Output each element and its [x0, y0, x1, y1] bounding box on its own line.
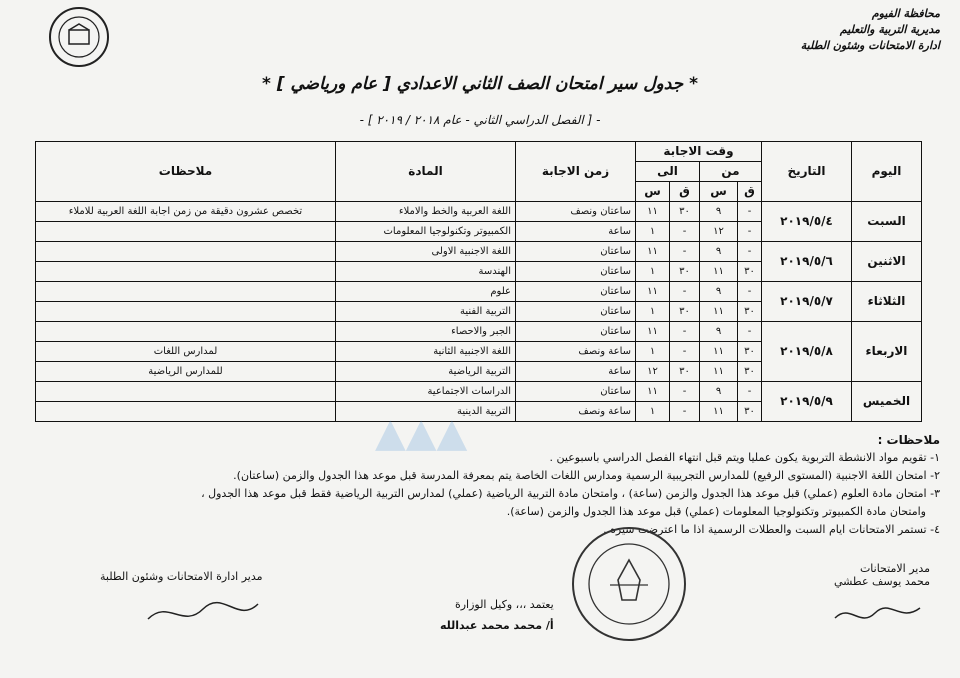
table-row: [36, 282, 922, 302]
to-h-cell: ١١: [636, 382, 670, 402]
table-row: [36, 242, 922, 262]
official-stamp: [570, 525, 688, 643]
notes-section: [20, 431, 940, 539]
header-day: اليوم: [852, 142, 922, 202]
note-item: ٢- امتحان اللغة الاجنبية (المستوى الرفيع) للمدارس التجريبية الرسمية ومدارس اللغات الخاصة يتم بمعرفة المدرسة قبل موعد هذا الجدول والزمن (ساعتان).: [233, 469, 940, 482]
duration-cell: ساعة ونصف: [516, 342, 636, 362]
to-h-cell: ١١: [636, 202, 670, 222]
to-m-cell: -: [670, 382, 700, 402]
watermark-logo: ▲▲▲: [375, 410, 468, 456]
note-cell: للمدارس الرياضية: [36, 362, 336, 382]
to-h-cell: ١٢: [636, 362, 670, 382]
subject-cell: الهندسة: [336, 262, 516, 282]
day-cell: الاربعاء: [852, 322, 922, 382]
subject-cell: التربية الفنية: [336, 302, 516, 322]
signature-center-label: يعتمد ،،، وكيل الوزارة: [454, 598, 554, 611]
directorate-label: مديرية التربية والتعليم: [839, 23, 940, 36]
date-cell: ٢٠١٩/٥/٨: [762, 322, 852, 382]
note-cell: [36, 282, 336, 302]
to-h-cell: ١١: [636, 242, 670, 262]
directorate-logo: [48, 6, 110, 68]
to-m-cell: ٣٠: [670, 262, 700, 282]
exam-schedule-table: [35, 141, 921, 422]
from-m-cell: -: [738, 242, 762, 262]
from-h-cell: ٩: [700, 202, 738, 222]
duration-cell: ساعتان: [516, 302, 636, 322]
signature-left: [100, 570, 263, 639]
to-h-cell: ١: [636, 302, 670, 322]
duration-cell: ساعتان: [516, 382, 636, 402]
department-label: ادارة الامتحانات وشئون الطلبة: [800, 39, 940, 52]
table-row: [36, 322, 922, 342]
signature-right-name: محمد يوسف عطشي: [833, 575, 930, 588]
page-subtitle: - [ الفصل الدراسي الثاني - عام ٢٠١٨ / ٢٠١٩ ] -: [359, 113, 601, 127]
from-h-cell: ١١: [700, 262, 738, 282]
header-date: التاريخ: [762, 142, 852, 202]
from-h-cell: ١١: [700, 342, 738, 362]
from-h-cell: ١١: [700, 402, 738, 422]
to-m-cell: -: [670, 322, 700, 342]
subject-cell: اللغة العربية والخط والاملاء: [336, 202, 516, 222]
from-m-cell: ٣٠: [738, 342, 762, 362]
note-item: ٣- امتحان مادة العلوم (عملي) قبل موعد هذا الجدول والزمن (ساعة) ، وامتحان مادة التربية الرياضية (عملي) لمدارس التربية الرياضية فقط قبل موعد هذا الجدول ،: [201, 487, 940, 500]
day-cell: الاثنين: [852, 242, 922, 282]
note-cell: تخصص عشرون دقيقة من زمن اجابة اللغة العربية للاملاء: [36, 202, 336, 222]
from-h-cell: ١٢: [700, 222, 738, 242]
duration-cell: ساعة ونصف: [516, 402, 636, 422]
table-row: [36, 382, 922, 402]
duration-cell: ساعتان: [516, 262, 636, 282]
to-h-cell: ١: [636, 222, 670, 242]
date-cell: ٢٠١٩/٥/٧: [762, 282, 852, 322]
header-block: [801, 6, 940, 54]
to-m-cell: -: [670, 222, 700, 242]
header-to-minute: ق: [670, 182, 700, 202]
header-answer-time: وقت الاجابة: [636, 142, 762, 162]
date-cell: ٢٠١٩/٥/٦: [762, 242, 852, 282]
from-m-cell: -: [738, 382, 762, 402]
note-cell: [36, 222, 336, 242]
subject-cell: الدراسات الاجتماعية: [336, 382, 516, 402]
header-notes: ملاحظات: [36, 142, 336, 202]
note-item: ١- تقويم مواد الانشطة التربوية يكون عمليا ويتم قبل انتهاء الفصل الدراسي باسبوعين .: [549, 451, 940, 464]
day-cell: الثلاثاء: [852, 282, 922, 322]
to-h-cell: ١: [636, 342, 670, 362]
from-m-cell: ٣٠: [738, 402, 762, 422]
note-cell: [36, 382, 336, 402]
header-duration: زمن الاجابة: [516, 142, 636, 202]
to-h-cell: ١١: [636, 282, 670, 302]
header-to: الى: [636, 162, 700, 182]
page-title: * جدول سير امتحان الصف الثاني الاعدادي [ عام ورياضي ] *: [262, 74, 698, 94]
to-m-cell: -: [670, 282, 700, 302]
to-m-cell: -: [670, 342, 700, 362]
signature-right: [830, 562, 930, 634]
duration-cell: ساعتان: [516, 282, 636, 302]
duration-cell: ساعة: [516, 222, 636, 242]
from-m-cell: -: [738, 202, 762, 222]
header-from-hour: س: [700, 182, 738, 202]
from-h-cell: ٩: [700, 382, 738, 402]
date-cell: ٢٠١٩/٥/٤: [762, 202, 852, 242]
to-m-cell: ٣٠: [670, 302, 700, 322]
note-cell: [36, 302, 336, 322]
header-to-hour: س: [636, 182, 670, 202]
duration-cell: ساعتان ونصف: [516, 202, 636, 222]
from-m-cell: -: [738, 282, 762, 302]
note-cell: [36, 242, 336, 262]
from-h-cell: ١١: [700, 302, 738, 322]
handwritten-signature-icon: [143, 589, 263, 639]
governorate-label: محافظة الفيوم: [871, 7, 940, 20]
from-h-cell: ١١: [700, 362, 738, 382]
header-from: من: [700, 162, 762, 182]
from-m-cell: ٣٠: [738, 362, 762, 382]
from-h-cell: ٩: [700, 282, 738, 302]
note-cell: [36, 402, 336, 422]
to-h-cell: ١: [636, 402, 670, 422]
to-m-cell: ٣٠: [670, 202, 700, 222]
day-cell: السبت: [852, 202, 922, 242]
day-cell: الخميس: [852, 382, 922, 422]
duration-cell: ساعة: [516, 362, 636, 382]
from-m-cell: -: [738, 222, 762, 242]
to-m-cell: -: [670, 402, 700, 422]
header-subject: المادة: [336, 142, 516, 202]
from-h-cell: ٩: [700, 322, 738, 342]
subject-cell: علوم: [336, 282, 516, 302]
subject-cell: الجبر والاحصاء: [336, 322, 516, 342]
notes-heading: ملاحظات :: [877, 433, 940, 447]
subject-cell: اللغة الاجنبية الاولى: [336, 242, 516, 262]
to-m-cell: ٣٠: [670, 362, 700, 382]
note-item: وامتحان مادة الكمبيوتر وتكنولوجيا المعلومات (عملي) قبل موعد هذا الجدول والزمن (ساعة).: [506, 505, 926, 518]
to-h-cell: ١: [636, 262, 670, 282]
signature-left-title: مدير ادارة الامتحانات وشئون الطلبة: [100, 570, 263, 583]
subject-cell: التربية الرياضية: [336, 362, 516, 382]
signature-center: [440, 598, 554, 632]
from-h-cell: ٩: [700, 242, 738, 262]
from-m-cell: ٣٠: [738, 262, 762, 282]
note-cell: لمدارس اللغات: [36, 342, 336, 362]
from-m-cell: ٣٠: [738, 302, 762, 322]
to-m-cell: -: [670, 242, 700, 262]
to-h-cell: ١١: [636, 322, 670, 342]
subject-cell: اللغة الاجنبية الثانية: [336, 342, 516, 362]
note-item: ٤- تستمر الامتحانات ايام السبت والعطلات الرسمية اذا ما اعترضت سيره .: [603, 523, 940, 536]
note-cell: [36, 322, 336, 342]
duration-cell: ساعتان: [516, 242, 636, 262]
table-row: [36, 202, 922, 222]
handwritten-signature-icon: [830, 598, 930, 634]
from-m-cell: -: [738, 322, 762, 342]
subject-cell: الكمبيوتر وتكنولوجيا المعلومات: [336, 222, 516, 242]
signature-right-title: مدير الامتحانات: [859, 562, 930, 575]
signature-center-name: أ/ محمد محمد عبدالله: [440, 619, 554, 632]
date-cell: ٢٠١٩/٥/٩: [762, 382, 852, 422]
note-cell: [36, 262, 336, 282]
duration-cell: ساعتان: [516, 322, 636, 342]
header-from-minute: ق: [738, 182, 762, 202]
subject-cell: التربية الدينية: [336, 402, 516, 422]
